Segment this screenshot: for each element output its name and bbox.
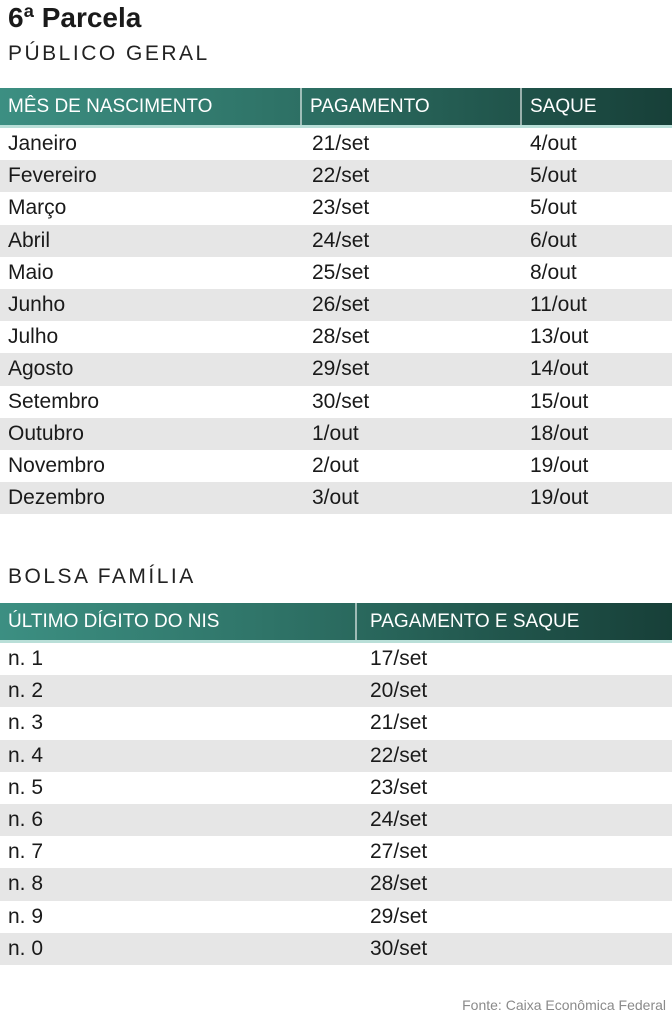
table-row: [0, 901, 672, 933]
table-cell: 18/out: [530, 421, 589, 445]
table-cell: 1/out: [312, 421, 359, 445]
table-cell: 6/out: [530, 228, 577, 252]
table-cell: 11/out: [530, 293, 587, 317]
table-cell: 27/set: [370, 840, 428, 864]
table-row: [0, 804, 672, 836]
table-cell: 30/set: [312, 389, 370, 413]
table-cell: 29/set: [312, 357, 370, 381]
table-cell: Julho: [8, 325, 59, 349]
table-cell: 22/set: [370, 743, 428, 767]
publico-geral-label: PÚBLICO GERAL: [8, 42, 210, 65]
table-row: [0, 418, 672, 450]
table-cell: 8/out: [530, 260, 577, 284]
table-cell: n. 4: [8, 743, 44, 767]
table-cell: n. 2: [8, 679, 44, 703]
table-row: [0, 321, 672, 353]
table-cell: 4/out: [530, 132, 577, 156]
table-row: [0, 482, 672, 514]
table-cell: n. 5: [8, 775, 44, 799]
table-cell: 23/set: [312, 196, 370, 220]
table-cell: 28/set: [312, 325, 370, 349]
table-cell: n. 8: [8, 872, 44, 896]
table-cell: Janeiro: [8, 132, 77, 156]
publico-geral-table: [0, 88, 672, 514]
table-cell: 30/set: [370, 936, 428, 960]
table-row: [0, 868, 672, 900]
table-cell: Junho: [8, 293, 66, 317]
source-note: Fonte: Caixa Econômica Federal: [462, 997, 666, 1013]
table-row: [0, 160, 672, 192]
table-cell: 20/set: [370, 679, 428, 703]
table-row: [0, 450, 672, 482]
table-cell: Março: [8, 196, 67, 220]
table-row: [0, 772, 672, 804]
table-row: [0, 289, 672, 321]
header-ultimo-digito: ÚLTIMO DÍGITO DO NIS: [0, 603, 357, 640]
table-cell: 5/out: [530, 196, 577, 220]
table-cell: Novembro: [8, 453, 105, 477]
table-cell: Setembro: [8, 389, 100, 413]
table-cell: 21/set: [312, 132, 370, 156]
table-cell: n. 6: [8, 808, 44, 832]
bolsa-familia-label: BOLSA FAMÍLIA: [8, 565, 196, 588]
table-row: [0, 933, 672, 965]
table-row: [0, 675, 672, 707]
table-cell: 3/out: [312, 486, 359, 510]
table-row: [0, 128, 672, 160]
table-cell: 24/set: [370, 808, 428, 832]
table-cell: Fevereiro: [8, 164, 97, 188]
table-header: [0, 88, 672, 128]
table-cell: Agosto: [8, 357, 74, 381]
header-pagamento-saque: PAGAMENTO E SAQUE: [370, 610, 580, 632]
table-cell: 14/out: [530, 357, 589, 381]
table-row: [0, 225, 672, 257]
table-row: [0, 643, 672, 675]
table-cell: 19/out: [530, 486, 589, 510]
header-saque: SAQUE: [530, 95, 597, 117]
table-cell: n. 3: [8, 711, 44, 735]
table-cell: n. 9: [8, 904, 44, 928]
table-cell: 24/set: [312, 228, 370, 252]
table-cell: 21/set: [370, 711, 428, 735]
table-row: [0, 836, 672, 868]
table-cell: n. 1: [8, 647, 44, 671]
table-cell: 2/out: [312, 453, 359, 477]
table-cell: 13/out: [530, 325, 589, 349]
table-header: [0, 603, 672, 643]
table-cell: 25/set: [312, 260, 370, 284]
table-cell: 29/set: [370, 904, 428, 928]
table-row: [0, 740, 672, 772]
table-row: [0, 257, 672, 289]
table-cell: 5/out: [530, 164, 577, 188]
table-cell: n. 7: [8, 840, 44, 864]
table-cell: 17/set: [370, 647, 428, 671]
header-pagamento: PAGAMENTO: [302, 88, 522, 125]
table-cell: Dezembro: [8, 486, 105, 510]
page-title: 6ª Parcela: [8, 2, 142, 33]
table-cell: Outubro: [8, 421, 84, 445]
header-mes-nascimento: MÊS DE NASCIMENTO: [0, 88, 302, 125]
table-cell: 23/set: [370, 775, 428, 799]
table-row: [0, 707, 672, 739]
table-cell: n. 0: [8, 936, 44, 960]
table-cell: 28/set: [370, 872, 428, 896]
table-body: [0, 643, 672, 965]
table-row: [0, 353, 672, 385]
table-body: [0, 128, 672, 514]
bolsa-familia-table: [0, 603, 672, 965]
table-cell: 19/out: [530, 453, 589, 477]
table-row: [0, 192, 672, 224]
table-cell: 26/set: [312, 293, 370, 317]
table-cell: Abril: [8, 228, 51, 252]
table-cell: 15/out: [530, 389, 589, 413]
table-cell: 22/set: [312, 164, 370, 188]
table-cell: Maio: [8, 260, 54, 284]
table-row: [0, 386, 672, 418]
